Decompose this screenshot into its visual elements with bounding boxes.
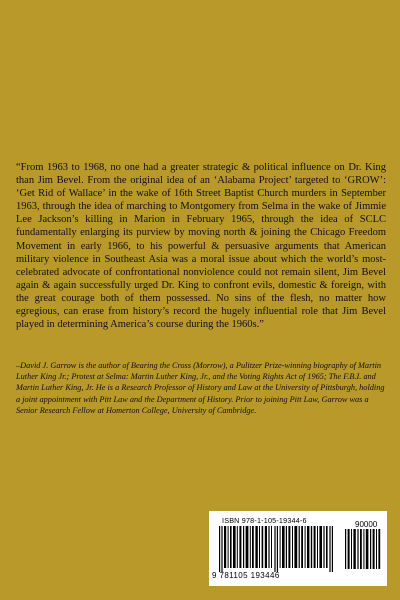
endorsement-quote: “From 1963 to 1968, no one had a greater strategic & political influence on Dr. King than Jim Bevel. From the original idea of an ‘Alabama Project’ targeted to ‘GROW’: ‘Get Rid of Wallace’ in the wake of 16th Street Baptist Church murders in September 1963, through the idea of marching to Montgomery from Selma in the wake of Jimmie Lee Jackson’s killing in Marion in February 1965, through the idea of SCLC fundamentally enlarging its purview by moving north & joining the Chicago Freedom Movement in early 1966, to his powerful & persuasive arguments that American military violence in Southeast Asia was a moral issue about which the world’s most-celebrated advocate of confrontational nonviolence could not remain silent, Jim Bevel again & again successfully urged Dr. King to confront evils, domestic & foreign, with the great courage both of them possessed. No sins of the flesh, no matter how egregious, can erase from history’s record the hugely influential role that Jim Bevel played in determining America’s course during the 1960s.” [16,162,386,331]
endorsement-attribution [16,360,386,416]
attribution-text: David J. Garrow is the author of Bearing the Cross (Morrow), a Pulitzer Prize-winning biography of Martin Luther King Jr.; Protest at Selma: Martin Luther King, Jr., and the Voting Rights Act of 1965; The F.B.I. and Martin Luther King, Jr. He is a Research Professor of History and Law at the University of Pittsburgh, holding a joint appointment with Pitt Law and the Department of History. Prior to joining Pitt Law, Garrow was a Senior Research Fellow at Homerton College, University of Cambridge. [16,361,385,415]
barcode-digits: 9 781105 193446 [212,571,280,580]
barcode-bars [219,526,339,572]
barcode-addon-bars [345,529,381,569]
price-code: 90000 [355,520,378,529]
attribution-dash: – [16,361,21,370]
isbn-label: ISBN 978-1-105-19344-6 [222,516,307,525]
